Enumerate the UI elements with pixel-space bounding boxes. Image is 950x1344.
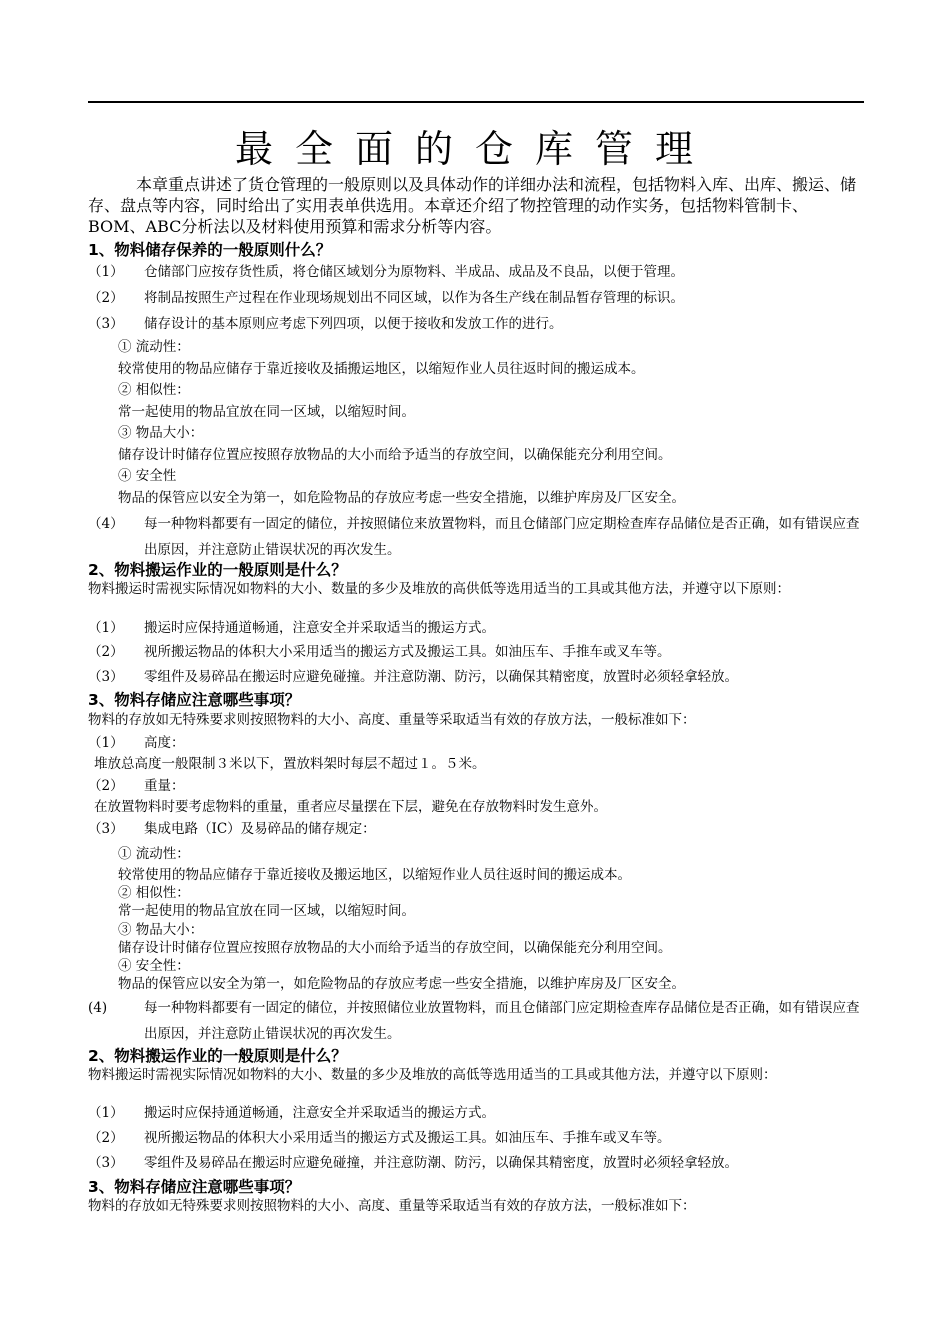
list-item: （1） 高度： — [88, 735, 185, 751]
list-item: （1） 仓储部门应按存货性质，将仓储区域划分为原物料、半成品、成品及不良品，以便于管理。 — [88, 264, 684, 280]
list-item: （2） 将制品按照生产过程在作业现场规划出不同区域，以作为各生产线在制品暂存管理的标识。 — [88, 290, 684, 306]
sub-item-title: ③ 物品大小： — [118, 922, 204, 938]
section-heading: 3、物料存储应注意哪些事项？ — [88, 691, 301, 709]
sub-item-title: ④ 安全性 — [118, 468, 177, 484]
header-rule — [88, 101, 864, 103]
section-lead: 物料搬运时需视实际情况如物料的大小、数量的多少及堆放的高低等选用适当的工具或其他方法，并遵守以下原则： — [88, 1067, 777, 1083]
section-heading: 1、物料储存保养的一般原则什么？ — [88, 241, 332, 259]
sub-item-text: 物品的保管应以安全为第一，如危险物品的存放应考虑一些安全措施，以维护库房及厂区安全。 — [118, 490, 685, 506]
list-item: （3） 零组件及易碎品在搬运时应避免碰撞，并注意防潮、防污，以确保其精密度，放置时必须轻拿轻放。 — [88, 1155, 738, 1171]
section-heading: 3、物料存储应注意哪些事项？ — [88, 1178, 301, 1196]
sub-item-title: ③ 物品大小： — [118, 425, 204, 441]
sub-item-title: ④ 安全性： — [118, 958, 190, 974]
list-item: （2） 视所搬运物品的体积大小采用适当的搬运方式及搬运工具。如油压车、手推车或叉车等。 — [88, 644, 671, 660]
sub-item-text: 储存设计时储存位置应按照存放物品的大小而给予适当的存放空间，以确保能充分利用空间。 — [118, 940, 672, 956]
list-item-text: 堆放总高度一般限制３米以下，置放料架时每层不超过１。５米。 — [94, 756, 486, 772]
sub-item-text: 较常使用的物品应储存于靠近接收及插搬运地区，以缩短作业人员往返时间的搬运成本。 — [118, 361, 645, 377]
sub-item-title: ② 相似性： — [118, 885, 190, 901]
list-item: （1） 搬运时应保持通道畅通，注意安全并采取适当的搬运方式。 — [88, 620, 495, 636]
list-item: （4） 每一种物料都要有一固定的储位，并按照储位来放置物料，而且仓储部门应定期检查库存品储位是否正确，如有错误应查出原因，并注意防止错误状况的再次发生。 — [88, 516, 860, 558]
sub-item-text: 较常使用的物品应储存于靠近接收及搬运地区，以缩短作业人员往返时间的搬运成本。 — [118, 867, 631, 883]
list-item: （3） 零组件及易碎品在搬运时应避免碰撞。并注意防潮、防污，以确保其精密度，放置时必须轻拿轻放。 — [88, 669, 738, 685]
section-lead: 物料搬运时需视实际情况如物料的大小、数量的多少及堆放的高供低等选用适当的工具或其他方法，并遵守以下原则： — [88, 581, 790, 597]
list-item: （2） 重量： — [88, 778, 185, 794]
sub-item-text: 物品的保管应以安全为第一，如危险物品的存放应考虑一些安全措施，以维护库房及厂区安全。 — [118, 976, 685, 992]
section-heading: 2、物料搬运作业的一般原则是什么？ — [88, 561, 347, 579]
list-item: (4) 每一种物料都要有一固定的储位，并按照储位业放置物料，而且仓储部门应定期检查库存品储位是否正确，如有错误应查出原因，并注意防止错误状况的再次发生。 — [88, 1000, 860, 1042]
section-heading: 2、物料搬运作业的一般原则是什么？ — [88, 1047, 347, 1065]
section-lead: 物料的存放如无特殊要求则按照物料的大小、高度、重量等采取适当有效的存放方法，一般标准如下： — [88, 1198, 696, 1214]
sub-item-text: 常一起使用的物品宜放在同一区域，以缩短时间。 — [118, 903, 415, 919]
sub-item-text: 储存设计时储存位置应按照存放物品的大小而给予适当的存放空间，以确保能充分利用空间。 — [118, 447, 672, 463]
list-item-text: 在放置物料时要考虑物料的重量，重者应尽量摆在下层，避免在存放物料时发生意外。 — [94, 799, 607, 815]
section-lead: 物料的存放如无特殊要求则按照物料的大小、高度、重量等采取适当有效的存放方法，一般标准如下： — [88, 712, 696, 728]
sub-item-title: ① 流动性： — [118, 846, 190, 862]
sub-item-title: ① 流动性： — [118, 339, 190, 355]
list-item: （3） 储存设计的基本原则应考虑下列四项，以便于接收和发放工作的进行。 — [88, 316, 563, 332]
sub-item-text: 常一起使用的物品宜放在同一区域，以缩短时间。 — [118, 404, 415, 420]
intro-paragraph: 本章重点讲述了货仓管理的一般原则以及具体动作的详细办法和流程，包括物料入库、出库、搬运、储存、盘点等内容，同时给出了实用表单供选用。本章还介绍了物控管理的动作实务，包括物料管制卡、BOM、ABC分析法以及材料使用预算和需求分析等内容。 — [88, 175, 857, 236]
list-item: （3） 集成电路（IC）及易碎品的储存规定： — [88, 821, 376, 837]
sub-item-title: ② 相似性： — [118, 382, 190, 398]
page-title: 最全面的仓库管理 — [234, 127, 715, 171]
list-item: （2） 视所搬运物品的体积大小采用适当的搬运方式及搬运工具。如油压车、手推车或叉车等。 — [88, 1130, 671, 1146]
list-item: （1） 搬运时应保持通道畅通，注意安全并采取适当的搬运方式。 — [88, 1105, 495, 1121]
